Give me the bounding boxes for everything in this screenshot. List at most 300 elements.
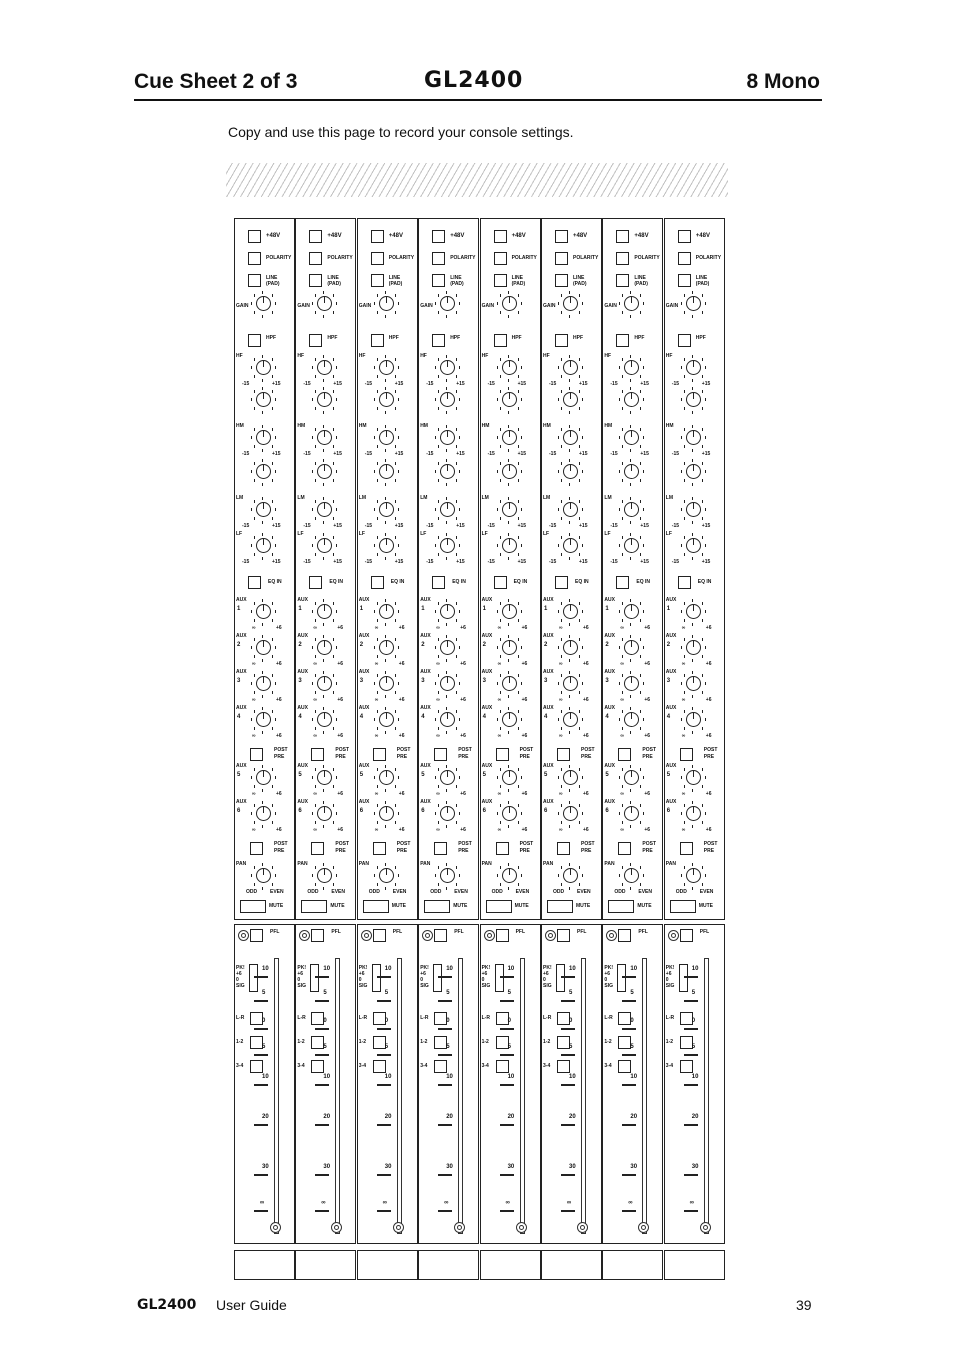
post-label: POST [458,841,472,847]
knob-tick [272,390,273,393]
knob-tick [435,302,436,305]
hm-gain-knob[interactable] [502,430,517,445]
aux-2-knob[interactable] [686,640,701,655]
fader-scale-tick [315,1084,329,1086]
knob-tick [681,718,682,721]
pfl-switch[interactable] [373,929,386,942]
pfl-switch[interactable] [311,929,324,942]
knob-tick [385,765,386,768]
lf-gain-knob[interactable] [563,538,578,553]
aux-5-knob[interactable] [256,770,271,785]
b34-switch[interactable] [680,1060,693,1073]
post-pre-switch[interactable] [496,842,509,855]
b34-label: 3-4 [665,1063,674,1069]
knob-tick [323,449,324,452]
fader-scale-tick [561,976,575,978]
polarity-switch[interactable] [309,252,322,265]
post-label: POST [335,841,350,847]
aux-2-knob[interactable] [563,640,578,655]
phantom-switch[interactable] [371,230,384,243]
post-pre-switch[interactable] [311,748,324,761]
knob-tick [561,691,562,694]
polarity-switch[interactable] [555,252,568,265]
pfl-switch[interactable] [680,929,693,942]
knob-tick [395,674,396,677]
fader-track[interactable] [642,958,647,1234]
line-switch[interactable] [616,274,629,287]
fader-scale-label: 30 [507,1164,515,1170]
pre-label: PRE [396,848,408,854]
aux-2-knob[interactable] [379,640,394,655]
fader-track[interactable] [704,958,709,1234]
phantom-switch[interactable] [616,230,629,243]
post-pre-switch[interactable] [373,842,386,855]
aux-plus6: +6 [460,791,466,797]
hpf-switch[interactable] [555,334,568,347]
mute-switch[interactable] [240,900,266,913]
polarity-switch[interactable] [494,252,507,265]
knob-tick [374,470,375,473]
gain-knob[interactable] [686,296,701,311]
aux-6-knob[interactable] [502,806,517,821]
aux-label: AUX [297,763,308,769]
pfl-switch[interactable] [618,929,631,942]
lf-gain-knob[interactable] [686,538,701,553]
knob-tick [395,602,396,605]
knob-tick [579,445,580,448]
aux-number: 6 [237,808,241,814]
aux-4-knob[interactable] [502,712,517,727]
aux-6-knob[interactable] [563,806,578,821]
lm-gain-knob[interactable] [686,502,701,517]
pfl-switch[interactable] [434,929,447,942]
fader-track[interactable] [335,958,340,1234]
hpf-switch[interactable] [616,334,629,347]
hf-label: HF [358,353,366,359]
knob-tick [622,821,623,824]
pan-knob[interactable] [502,868,517,883]
pk-label: PK! [358,965,368,971]
mute-label: MUTE [453,903,468,909]
hf-gain-knob[interactable] [256,360,271,375]
fader-scale-label: 5 [507,1044,511,1050]
knob-tick [377,311,378,314]
post-pre-switch[interactable] [311,842,324,855]
hm-gain-knob[interactable] [379,430,394,445]
eq-in-switch[interactable] [494,576,507,589]
phantom-label: +48V [327,233,342,239]
knob-tick [684,821,685,824]
pan-knob[interactable] [563,868,578,883]
knob-tick [579,390,580,393]
knob-tick [333,390,334,393]
hf-gain-knob[interactable] [686,360,701,375]
b34-switch[interactable] [496,1060,509,1073]
aux-6-knob[interactable] [379,806,394,821]
aux-3-knob[interactable] [379,676,394,691]
knob-tick [684,445,685,448]
hpf-switch[interactable] [309,334,322,347]
post-pre-switch[interactable] [250,842,263,855]
knob-tick [640,294,641,297]
aux-number: 5 [298,772,302,778]
knob-tick [262,863,263,866]
line-switch[interactable] [494,274,507,287]
hpf-switch[interactable] [371,334,384,347]
hf-minus: -15 [671,381,680,387]
aux-4-knob[interactable] [686,712,701,727]
pfl-switch[interactable] [557,929,570,942]
knob-tick [262,449,263,452]
b34-switch[interactable] [373,1060,386,1073]
knob-tick [630,623,631,626]
knob-tick [702,462,703,465]
hm-gain-knob[interactable] [686,430,701,445]
knob-tick [582,436,583,439]
knob-tick [272,517,273,520]
pan-knob[interactable] [686,868,701,883]
knob-tick [684,500,685,503]
hf-label: HF [543,353,550,359]
lf-minus: -15 [426,559,434,565]
aux-5-knob[interactable] [379,770,394,785]
knob-tick [395,866,396,869]
aux-label: AUX [236,705,247,711]
aux-5-knob[interactable] [563,770,578,785]
aux-5-knob[interactable] [686,770,701,785]
knob-tick [518,768,519,771]
fader-scale-tick [315,1174,329,1176]
knob-tick [561,804,562,807]
fader-track[interactable] [520,958,525,1234]
knob-tick [254,674,255,677]
fader-scale-tick [622,1084,636,1086]
knob-tick [497,436,498,439]
aux-plus6: +6 [583,697,589,703]
fader-track[interactable] [274,958,279,1234]
knob-tick [262,765,263,768]
knob-tick [500,768,501,771]
pan-knob[interactable] [379,868,394,883]
hm-plus: +15 [579,451,588,457]
hpf-switch[interactable] [678,334,691,347]
b34-switch[interactable] [250,1060,263,1073]
hf-gain-knob[interactable] [502,360,517,375]
polarity-switch[interactable] [616,252,629,265]
knob-tick [262,659,263,662]
aux-1-knob[interactable] [686,604,701,619]
pfl-switch[interactable] [496,929,509,942]
fader-track[interactable] [397,958,402,1234]
knob-tick [254,358,255,361]
aux-6-knob[interactable] [256,806,271,821]
aux-plus6: +6 [337,733,344,739]
eq-in-label: EQ IN [636,579,651,585]
gain-knob[interactable] [379,296,394,311]
knob-tick [374,874,375,877]
fader-scale-tick [438,1174,452,1176]
scribble-strip[interactable] [541,1250,602,1280]
gain-knob[interactable] [256,296,271,311]
hpf-switch[interactable] [248,334,261,347]
knob-tick [323,497,324,500]
gain-knob[interactable] [502,296,517,311]
line-switch[interactable] [678,274,691,287]
odd-label: ODD [430,889,442,895]
knob-tick [558,470,559,473]
fader-track[interactable] [581,958,586,1234]
knob-tick [643,436,644,439]
b34-switch[interactable] [434,1060,447,1073]
b12-label: 1-2 [481,1039,489,1045]
mute-switch[interactable] [670,900,696,913]
page-number: 39 [796,1297,812,1313]
mute-switch[interactable] [547,900,573,913]
fader-track[interactable] [458,958,463,1234]
line-switch[interactable] [432,274,445,287]
lm-gain-knob[interactable] [563,502,578,517]
lm-freq-knob[interactable] [256,464,271,479]
aux-number: 6 [421,808,425,814]
phantom-switch[interactable] [555,230,568,243]
knob-tick [640,311,641,314]
polarity-switch[interactable] [678,252,691,265]
knob-tick [684,462,685,465]
knob-tick [315,462,316,465]
knob-tick [446,789,447,792]
scribble-strip[interactable] [234,1250,295,1280]
knob-tick [254,553,255,556]
aux-2-knob[interactable] [256,640,271,655]
mute-switch[interactable] [486,900,512,913]
aux-2-knob[interactable] [502,640,517,655]
odd-label: ODD [553,889,565,895]
hf-minus: -15 [487,381,495,387]
eq-in-switch[interactable] [371,576,384,589]
knob-tick [275,682,276,685]
aux-3-knob[interactable] [502,676,517,691]
aux-1-knob[interactable] [379,604,394,619]
knob-tick [395,883,396,886]
aux-3-knob[interactable] [686,676,701,691]
post-pre-switch[interactable] [618,842,631,855]
hf-gain-knob[interactable] [563,360,578,375]
phantom-switch[interactable] [678,230,691,243]
gain-knob[interactable] [563,296,578,311]
phantom-switch[interactable] [248,230,261,243]
sig-label: SIG [604,983,614,989]
lf-plus: +15 [701,559,711,565]
knob-tick [692,707,693,710]
even-label: EVEN [454,889,468,895]
knob-tick [336,776,337,779]
mute-switch[interactable] [424,900,450,913]
zero-label: 0 [297,977,301,983]
line-label: LINE [695,275,708,281]
aux-number: 2 [421,642,425,648]
lm-freq-knob[interactable] [686,464,701,479]
post-pre-switch[interactable] [250,748,263,761]
knob-tick [456,727,457,730]
knob-tick [619,302,620,305]
hpf-switch[interactable] [432,334,445,347]
knob-tick [569,355,570,358]
lf-gain-knob[interactable] [256,538,271,553]
knob-tick [446,425,447,428]
post-pre-switch[interactable] [373,748,386,761]
hm-minus: -15 [242,451,250,457]
phantom-switch[interactable] [309,230,322,243]
knob-tick [251,682,252,685]
scribble-strip[interactable] [418,1250,479,1280]
post-pre-switch[interactable] [557,842,570,855]
aux-inf: ∞ [374,697,379,703]
phantom-label: +48V [450,233,465,239]
knob-tick [336,398,337,401]
line-switch[interactable] [555,274,568,287]
eq-in-switch[interactable] [616,576,629,589]
pfl-switch[interactable] [250,929,263,942]
aux-4-knob[interactable] [256,712,271,727]
hm-freq-knob[interactable] [502,392,517,407]
fader-scale-label: 10 [446,1074,453,1080]
eq-in-switch[interactable] [432,576,445,589]
fader-scale-label: 20 [262,1114,269,1120]
post-pre-switch[interactable] [618,748,631,761]
knob-tick [323,707,324,710]
aux-4-knob[interactable] [563,712,578,727]
lf-gain-knob[interactable] [379,538,394,553]
post-pre-switch[interactable] [434,842,447,855]
fader-scale-label: 5 [323,990,327,996]
hpf-switch[interactable] [494,334,507,347]
knob-tick [333,479,334,482]
aux-number: 5 [666,772,671,778]
hf-gain-knob[interactable] [379,360,394,375]
eq-in-switch[interactable] [555,576,568,589]
knob-tick [323,801,324,804]
knob-tick [312,776,313,779]
b34-switch[interactable] [311,1060,324,1073]
knob-tick [435,682,436,685]
knob-tick [508,789,509,792]
fader-scale-tick [315,976,329,978]
scribble-strip[interactable] [357,1250,418,1280]
mute-switch[interactable] [363,900,389,913]
knob-tick [521,508,522,511]
lm-gain-knob[interactable] [502,502,517,517]
pan-knob[interactable] [256,868,271,883]
hm-gain-knob[interactable] [563,430,578,445]
knob-tick [558,682,559,685]
knob-tick [385,635,386,638]
hm-gain-knob[interactable] [256,430,271,445]
aux-1-knob[interactable] [256,604,271,619]
hm-freq-knob[interactable] [686,392,701,407]
knob-tick [315,785,316,788]
hf-minus: -15 [242,381,250,387]
hm-freq-knob[interactable] [563,392,578,407]
knob-tick [684,428,685,431]
knob-tick [579,883,580,886]
aux-4-knob[interactable] [379,712,394,727]
lm-gain-knob[interactable] [256,502,271,517]
mute-switch[interactable] [608,900,634,913]
knob-tick [630,825,631,828]
line-switch[interactable] [371,274,384,287]
knob-tick [692,533,693,536]
knob-tick [395,390,396,393]
polarity-switch[interactable] [248,252,261,265]
post-pre-switch[interactable] [557,748,570,761]
hm-freq-knob[interactable] [256,392,271,407]
gain-label: GAIN [665,303,679,309]
eq-in-switch[interactable] [309,576,322,589]
top-screw [545,930,556,941]
aux-number: 4 [666,714,671,720]
aux-6-knob[interactable] [686,806,701,821]
scribble-strip[interactable] [602,1250,663,1280]
knob-tick [684,553,685,556]
knob-tick [446,887,447,890]
aux-1-knob[interactable] [563,604,578,619]
scribble-strip[interactable] [295,1250,356,1280]
eq-in-switch[interactable] [248,576,261,589]
plus6-label: +6 [420,971,426,977]
fader-scale-label: 5 [384,1044,389,1050]
knob-tick [374,436,375,439]
aux-3-knob[interactable] [563,676,578,691]
knob-tick [630,789,631,792]
pk-label: PK! [297,965,307,971]
hm-label: HM [420,423,428,429]
post-pre-switch[interactable] [434,748,447,761]
post-pre-switch[interactable] [680,748,693,761]
phantom-switch[interactable] [494,230,507,243]
aux-3-knob[interactable] [256,676,271,691]
knob-tick [438,311,439,314]
knob-tick [500,691,501,694]
lf-gain-knob[interactable] [502,538,517,553]
knob-tick [272,866,273,869]
aux-number: 3 [237,678,241,684]
lm-freq-knob[interactable] [379,464,394,479]
b34-switch[interactable] [557,1060,570,1073]
scribble-strip[interactable] [664,1250,725,1280]
post-pre-switch[interactable] [496,748,509,761]
line-switch[interactable] [309,274,322,287]
polarity-switch[interactable] [371,252,384,265]
hm-freq-knob[interactable] [379,392,394,407]
aux-inf: ∞ [436,661,440,667]
lm-freq-knob[interactable] [563,464,578,479]
polarity-switch[interactable] [432,252,445,265]
b34-switch[interactable] [618,1060,631,1073]
line-switch[interactable] [248,274,261,287]
lm-freq-knob[interactable] [502,464,517,479]
pfl-label: PFL [638,929,648,935]
eq-in-switch[interactable] [678,576,691,589]
fader-scale-label: 10 [507,1074,515,1080]
mute-switch[interactable] [301,900,327,913]
aux-5-knob[interactable] [502,770,517,785]
knob-tick [705,302,706,305]
aux-1-knob[interactable] [502,604,517,619]
scribble-strip[interactable] [480,1250,541,1280]
post-pre-switch[interactable] [680,842,693,855]
phantom-switch[interactable] [432,230,445,243]
lm-gain-knob[interactable] [379,502,394,517]
